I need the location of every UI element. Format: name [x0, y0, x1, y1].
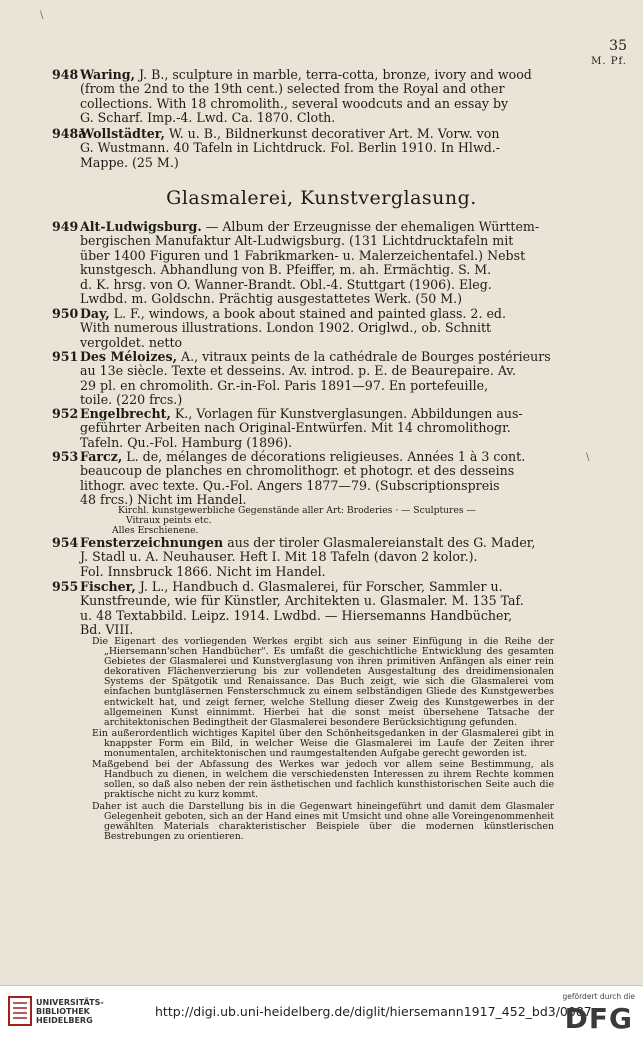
entry-name: Engelbrecht,	[80, 406, 171, 421]
entry-name: Des Méloizes,	[80, 349, 177, 364]
catalog-entry	[54, 220, 572, 306]
entry-line	[80, 307, 572, 321]
entry-number: 949	[52, 219, 79, 234]
catalog-entry	[54, 307, 572, 350]
entry-number: 953	[52, 449, 79, 464]
entry-name: Wollstädter,	[80, 126, 165, 141]
price-column-label: M. Pf.	[591, 56, 627, 67]
entry-text: J. B., sculpture in marble, terra-cotta, bronze, ivory and wood	[134, 67, 532, 82]
note-line: Alles Erschienene.	[112, 525, 199, 537]
description-paragraph: Ein außerordentlich wichtiges Kapitel über den Schönheitsgedanken in der Glasmalerei gibt in knappster Form ein Bild, in welcher Weise die Glasmalerei im Laufe der Zeiten ihrer monumentalen, architektonischen und raumgestaltenden Aufgabe gerecht geworden ist.	[92, 727, 554, 760]
entry-name: Waring,	[80, 67, 135, 82]
entry-body	[54, 220, 572, 306]
entry-number: 952	[52, 406, 79, 421]
entry-line: Fol. Innsbruck 1866. Nicht im Handel.	[80, 563, 326, 579]
entry-line: über 1400 Figuren und 1 Fabrikmarken- u. Malerzeichentafel.) Nebst	[80, 247, 526, 263]
page-number: 35	[609, 38, 627, 54]
entry-line: kunstgesch. Abhandlung von B. Pfeiffer, m. ah. Ermächtig. S. M.	[80, 262, 492, 278]
entry-number: 948	[52, 67, 79, 82]
description-955	[92, 637, 554, 843]
entry-body	[54, 127, 572, 170]
entry-number: 954	[52, 535, 79, 550]
catalog-entry	[54, 350, 572, 408]
dfg-logo: DFG	[564, 1002, 633, 1035]
entry-line	[80, 580, 572, 594]
entry-name: Fischer,	[80, 579, 136, 594]
entry-body	[54, 350, 572, 408]
footer-bar	[0, 985, 643, 1040]
entry-name: Alt-Ludwigsburg.	[80, 219, 202, 234]
description-paragraph: Maßgebend bei der Abfassung des Werkes war jedoch vor allem seine Bestimmung, als Handbuch zu dienen, in welchem die verschiedensten Interessen zu ihrem Rechte kommen sollen, so daß also neben der rein ästhetischen und fachlich kunsthistorischen Seite auch die praktische nicht zu kurz kommt.	[92, 759, 554, 801]
entry-text: aus der tiroler Glasmalereianstalt des G. Mader,	[223, 535, 536, 550]
entry-line: Bd. VIII.	[80, 622, 134, 638]
entry-line	[80, 220, 572, 234]
scan-mark: \	[40, 10, 44, 21]
catalog-entry	[54, 536, 572, 579]
entry-number: 955	[52, 579, 79, 594]
entry-line: G. Scharf. Imp.-4. Lwd. Ca. 1870. Cloth.	[80, 110, 336, 126]
entry-line: beaucoup de planches en chromolithogr. et photogr. et des desseins	[80, 463, 515, 479]
entry-line: Lwdbd. m. Goldschn. Prächtig ausgestattetes Werk. (50 M.)	[80, 291, 463, 307]
entry-line: bergischen Manufaktur Alt-Ludwigsburg. (131 Lichtdrucktafeln mit	[80, 233, 514, 249]
entry-line: vergoldet. netto	[80, 334, 183, 350]
entry-line	[80, 350, 572, 364]
catalog-entry	[54, 580, 572, 638]
entry-body	[54, 580, 572, 638]
entry-line: 29 pl. en chromolith. Gr.-in-Fol. Paris 1891—97. En portefeuille,	[80, 377, 489, 393]
entry-text: W. u. B., Bildnerkunst decorativer Art. M. Vorw. von	[164, 126, 500, 141]
entry-text: — Album der Erzeugnisse der ehemaligen Württem-	[201, 219, 540, 234]
library-name	[36, 998, 104, 1025]
entry-text: K., Vorlagen für Kunstverglasungen. Abbildungen aus-	[170, 406, 523, 421]
entry-line	[80, 407, 572, 421]
entry-number: 950	[52, 306, 79, 321]
section-title: Glasmalerei, Kunstverglasung.	[166, 187, 477, 209]
entry-line: G. Wustmann. 40 Tafeln in Lichtdruck. Fol. Berlin 1910. In Hlwd.-	[80, 140, 501, 156]
catalog-entry	[54, 68, 572, 126]
entry-body	[54, 450, 572, 508]
entry-name: Fensterzeichnungen	[80, 535, 224, 550]
entry-body	[54, 68, 572, 126]
entry-line: geführter Arbeiten nach Original-Entwürfen. Mit 14 chromolithogr.	[80, 420, 511, 436]
source-url-link[interactable]: http://digi.ub.uni-heidelberg.de/diglit/hiersemann1917_452_bd3/0087	[155, 1004, 592, 1019]
entry-number: 951	[52, 349, 79, 364]
university-seal-icon	[8, 996, 32, 1026]
entry-text: L. de, mélanges de décorations religieuses. Années 1 à 3 cont.	[122, 449, 526, 464]
entry-number: 948a	[52, 126, 87, 141]
entry-line: toile. (220 frcs.)	[80, 392, 183, 408]
entry-line: Mappe. (25 M.)	[80, 154, 179, 170]
entry-line: Tafeln. Qu.-Fol. Hamburg (1896).	[80, 434, 293, 450]
entry-body	[54, 536, 572, 579]
entry-line: collections. With 18 chromolith., several woodcuts and an essay by	[80, 95, 509, 111]
funding-note: gefördert durch die	[562, 992, 635, 1001]
entry-line	[80, 127, 572, 141]
library-line: HEIDELBERG	[36, 1016, 93, 1025]
note-953	[112, 505, 548, 537]
entry-line: (from the 2nd to the 19th cent.) selected from the Royal and other	[80, 81, 505, 97]
library-line: BIBLIOTHEK	[36, 1007, 90, 1016]
entry-line: au 13e siècle. Texte et desseins. Av. introd. p. E. de Beaurepaire. Av.	[80, 363, 517, 379]
entry-line: With numerous illustrations. London 1902. Origlwd., ob. Schnitt	[80, 320, 492, 336]
description-paragraph: Daher ist auch die Darstellung bis in die Gegenwart hineingeführt und damit dem Glasmaler Gelegenheit geboten, sich an der Hand eines mit Umsicht und ohne alle Voreingenommenheit gewählten Materials charakteristischer Beispiele über die modernen künstlerischen Bestrebungen zu orientieren.	[92, 800, 554, 842]
entry-line: d. K. hrsg. von O. Wanner-Brandt. Obl.-4. Stuttgart (1906). Eleg.	[80, 276, 492, 292]
catalog-entry	[54, 127, 572, 170]
entry-name: Day,	[80, 306, 110, 321]
description-paragraph: Die Eigenart des vorliegenden Werkes ergibt sich aus seiner Einfügung in die Reihe der „Hiersemann'schen Handbücher". Es umfaßt die geschichtliche Entwicklung des gesamten Gebietes der Glasmalerei und Kunstverglasung von ihren primitiven Anfängen als einer rein dekorativen Flächenverzierung bis zur vollendeten Ausgestaltung des dreidimensionalen Systems der Spätgotik und Renaissance. Das Buch zeigt, wie sich die Glasmalerei vom einfachen buntgläsernen Fensterschmuck zu einem selbständigen Gliede des Kunstgewerbes entwickelt hat, und zeigt ferner, welche Stellung dieser Zweig des Kunstgewerbes in der allgemeinen Kunst einnimmt. Hierbei hat die sonst meist übersehene Tatsache der architektonischen Bedingtheit der Glasmalerei besondere Berücksichtigung gefunden.	[92, 636, 554, 728]
entry-line	[80, 68, 572, 82]
library-line: UNIVERSITÄTS-	[36, 998, 104, 1007]
entry-text: J. L., Handbuch d. Glasmalerei, für Forscher, Sammler u.	[135, 579, 503, 594]
note-line: Vitraux peints etc.	[126, 515, 212, 527]
entry-line: Kunstfreunde, wie für Künstler, Architekten u. Glasmaler. M. 135 Taf.	[80, 593, 524, 609]
entry-line	[80, 450, 572, 464]
entry-name: Farcz,	[80, 449, 123, 464]
catalog-entry	[54, 407, 572, 450]
entry-body	[54, 307, 572, 350]
entry-text: A., vitraux peints de la cathédrale de Bourges postérieurs	[176, 349, 551, 364]
entry-line: J. Stadl u. A. Neuhauser. Heft I. Mit 18 Tafeln (davon 2 kolor.).	[80, 549, 478, 565]
entry-line: u. 48 Textabbild. Leipz. 1914. Lwdbd. — Hiersemanns Handbücher,	[80, 607, 513, 623]
entry-body	[54, 407, 572, 450]
entry-line: 48 frcs.) Nicht im Handel.	[80, 492, 247, 508]
entry-line: lithogr. avec texte. Qu.-Fol. Angers 1877—79. (Subscriptionspreis	[80, 477, 500, 493]
catalog-entry	[54, 450, 572, 508]
scan-mark: \	[586, 452, 590, 463]
entry-text: L. F., windows, a book about stained and painted glass. 2. ed.	[109, 306, 506, 321]
note-line: Kirchl. kunstgewerbliche Gegenstände aller Art: Broderies · — Sculptures —	[118, 505, 476, 516]
entry-line	[80, 536, 572, 550]
